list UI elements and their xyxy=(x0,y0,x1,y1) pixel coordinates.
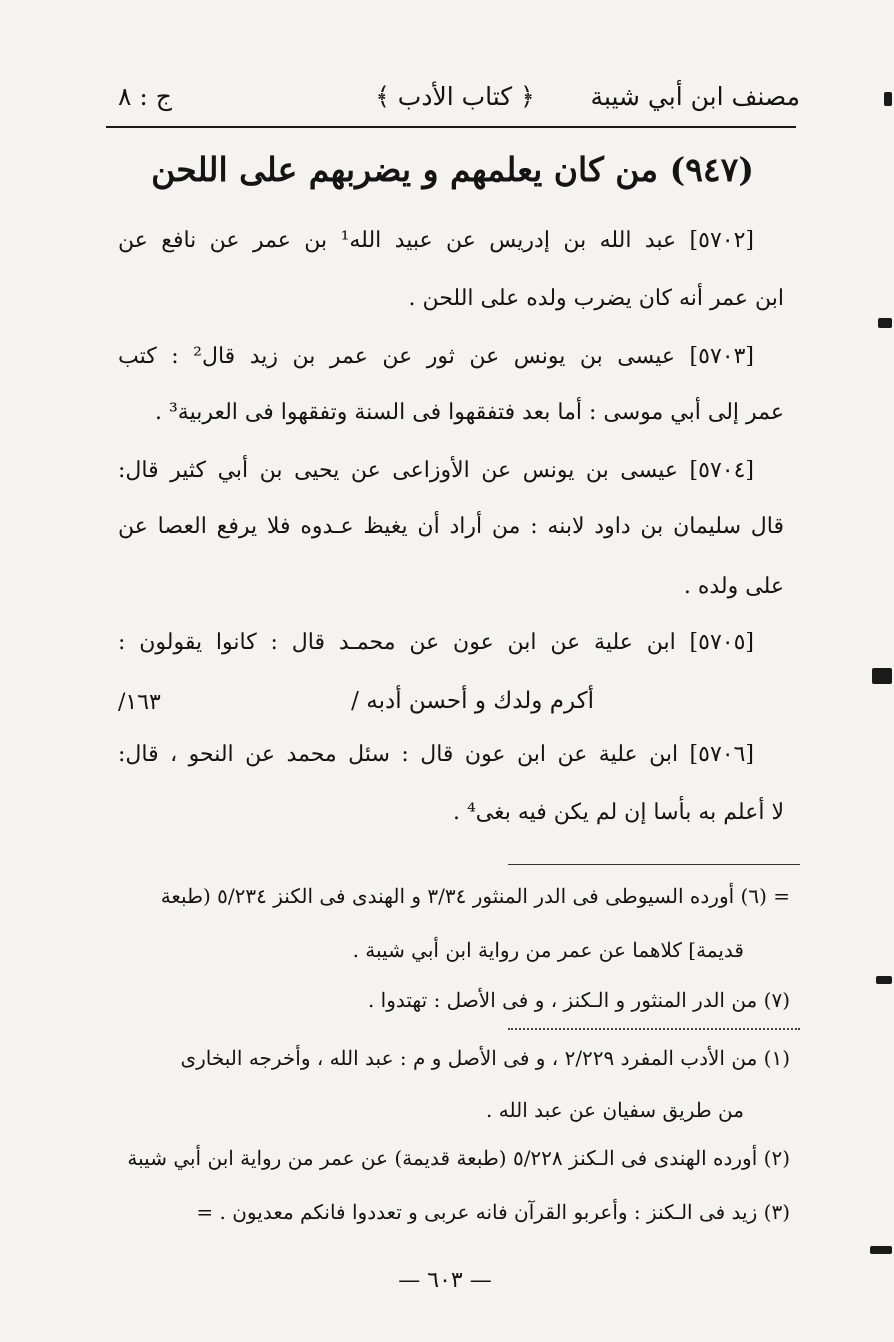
scan-mark xyxy=(878,318,892,328)
footnote-line: (٣) زيد فى الـكنز : وأعربو القرآن فانه عربى و تعددوا فانكم معديون . = xyxy=(196,1200,790,1224)
text-line: ابن عمر أنه كان يضرب ولده على اللحن . xyxy=(408,286,784,311)
footnote-line: = (٦) أورده السيوطى فى الدر المنثور ٣/٣٤ و الهندى فى الكنز ٥/٢٣٤ (طبعة xyxy=(160,884,790,908)
text-line: [٥٧٠٣] عيسى بن يونس عن ثور عن عمر بن زيد قال² : كتب xyxy=(118,344,754,369)
chapter-title: (٩٤٧) من كان يعلمهم و يضربهم على اللحن xyxy=(151,150,754,189)
text-line: [٥٧٠٤] عيسى بن يونس عن الأوزاعى عن يحيى بن أبي كثير قال: xyxy=(118,458,754,483)
scan-mark xyxy=(870,1246,892,1254)
text-line: لا أعلم به بأسا إن لم يكن فيه بغى⁴ . xyxy=(452,800,784,825)
footnote-separator xyxy=(508,864,800,865)
header-section-title: ﴿ كتاب الأدب ﴾ xyxy=(375,82,535,111)
text-line: عمر إلى أبي موسى : أما بعد فتفقهوا فى السنة وتفقهوا فى العربية³ . xyxy=(154,400,784,425)
footnote-line: من طريق سفيان عن عبد الله . xyxy=(486,1098,744,1122)
footnote-line: (١) من الأدب المفرد ٢/٢٢٩ ، و فى الأصل و م : عبد الله ، وأخرجه البخارى xyxy=(180,1046,790,1070)
header-volume: ج : ٨ xyxy=(118,82,172,111)
text-line: [٥٧٠٥] ابن علية عن ابن عون عن محمـد قال : كانوا يقولون : xyxy=(118,630,754,655)
text-line: قال سليمان بن داود لابنه : من أراد أن يغيظ عـدوه فلا يرفع العصا عن xyxy=(118,514,784,539)
quoted-saying: أكرم ولدك و أحسن أدبه / xyxy=(351,688,594,714)
page-number: — ٦٠٣ — xyxy=(398,1268,492,1293)
footnote-separator-wavy xyxy=(508,1028,800,1030)
scan-mark xyxy=(872,668,892,684)
text-line: [٥٧٠٦] ابن علية عن ابن عون قال : سئل محمد عن النحو ، قال: xyxy=(118,742,754,767)
footnote-line: (٧) من الدر المنثور و الـكنز ، و فى الأصل : تهتدوا . xyxy=(367,988,790,1012)
scan-mark xyxy=(884,92,892,106)
text-line: [٥٧٠٢] عبد الله بن إدريس عن عبيد الله¹ بن عمر عن نافع عن xyxy=(118,228,754,253)
footnote-line: قديمة] كلاهما عن عمر من رواية ابن أبي شيبة . xyxy=(352,938,744,962)
header-rule xyxy=(106,126,796,128)
footnote-line: (٢) أورده الهندى فى الـكنز ٥/٢٢٨ (طبعة قديمة) عن عمر من رواية ابن أبي شيبة xyxy=(127,1146,790,1170)
scan-mark xyxy=(876,976,892,984)
margin-reference: ١٦٣/ xyxy=(118,690,161,715)
header-book-title: مصنف ابن أبي شيبة xyxy=(590,82,800,111)
text-line: على ولده . xyxy=(683,574,784,599)
